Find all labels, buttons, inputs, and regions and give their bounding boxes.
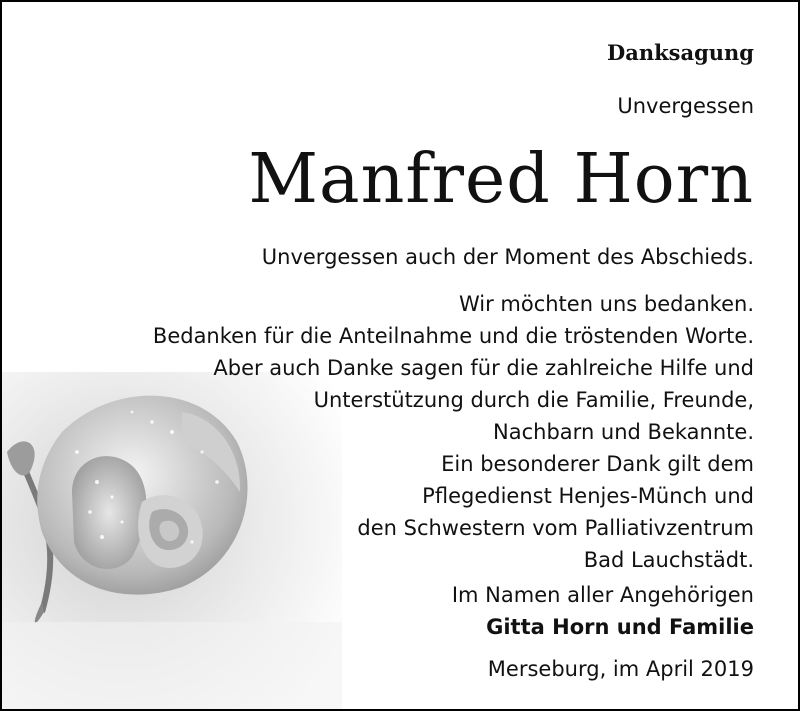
thanks-line: Wir möchten uns bedanken. <box>458 292 754 316</box>
lead-line: Unvergessen auch der Moment des Abschieds. <box>261 245 754 269</box>
thanks-line: Unterstützung durch die Familie, Freunde, <box>313 388 754 412</box>
deceased-name: Manfred Horn <box>248 140 754 219</box>
signer-name: Gitta Horn und Familie <box>486 615 754 639</box>
place-date: Merseburg, im April 2019 <box>487 657 754 681</box>
thanks-line: Aber auch Danke sagen für die zahlreiche Hilfe und <box>213 356 754 380</box>
notice-heading: Danksagung <box>607 40 754 65</box>
thanks-line: Nachbarn und Bekannte. <box>493 420 754 444</box>
thanks-line: Bedanken für die Anteilnahme und die tröstenden Worte. <box>152 324 754 348</box>
on-behalf-line: Im Namen aller Angehörigen <box>451 583 754 607</box>
thanks-text <box>153 288 754 576</box>
thanks-line: Pflegedienst Henjes-Münch und <box>422 484 754 508</box>
thanks-line: Ein besonderer Dank gilt dem <box>441 452 754 476</box>
thanks-line: den Schwestern vom Palliativzentrum <box>357 516 754 540</box>
notice-subheading: Unvergessen <box>617 94 754 118</box>
signature-block <box>452 579 754 685</box>
thanks-line: Bad Lauchstädt. <box>583 548 754 572</box>
